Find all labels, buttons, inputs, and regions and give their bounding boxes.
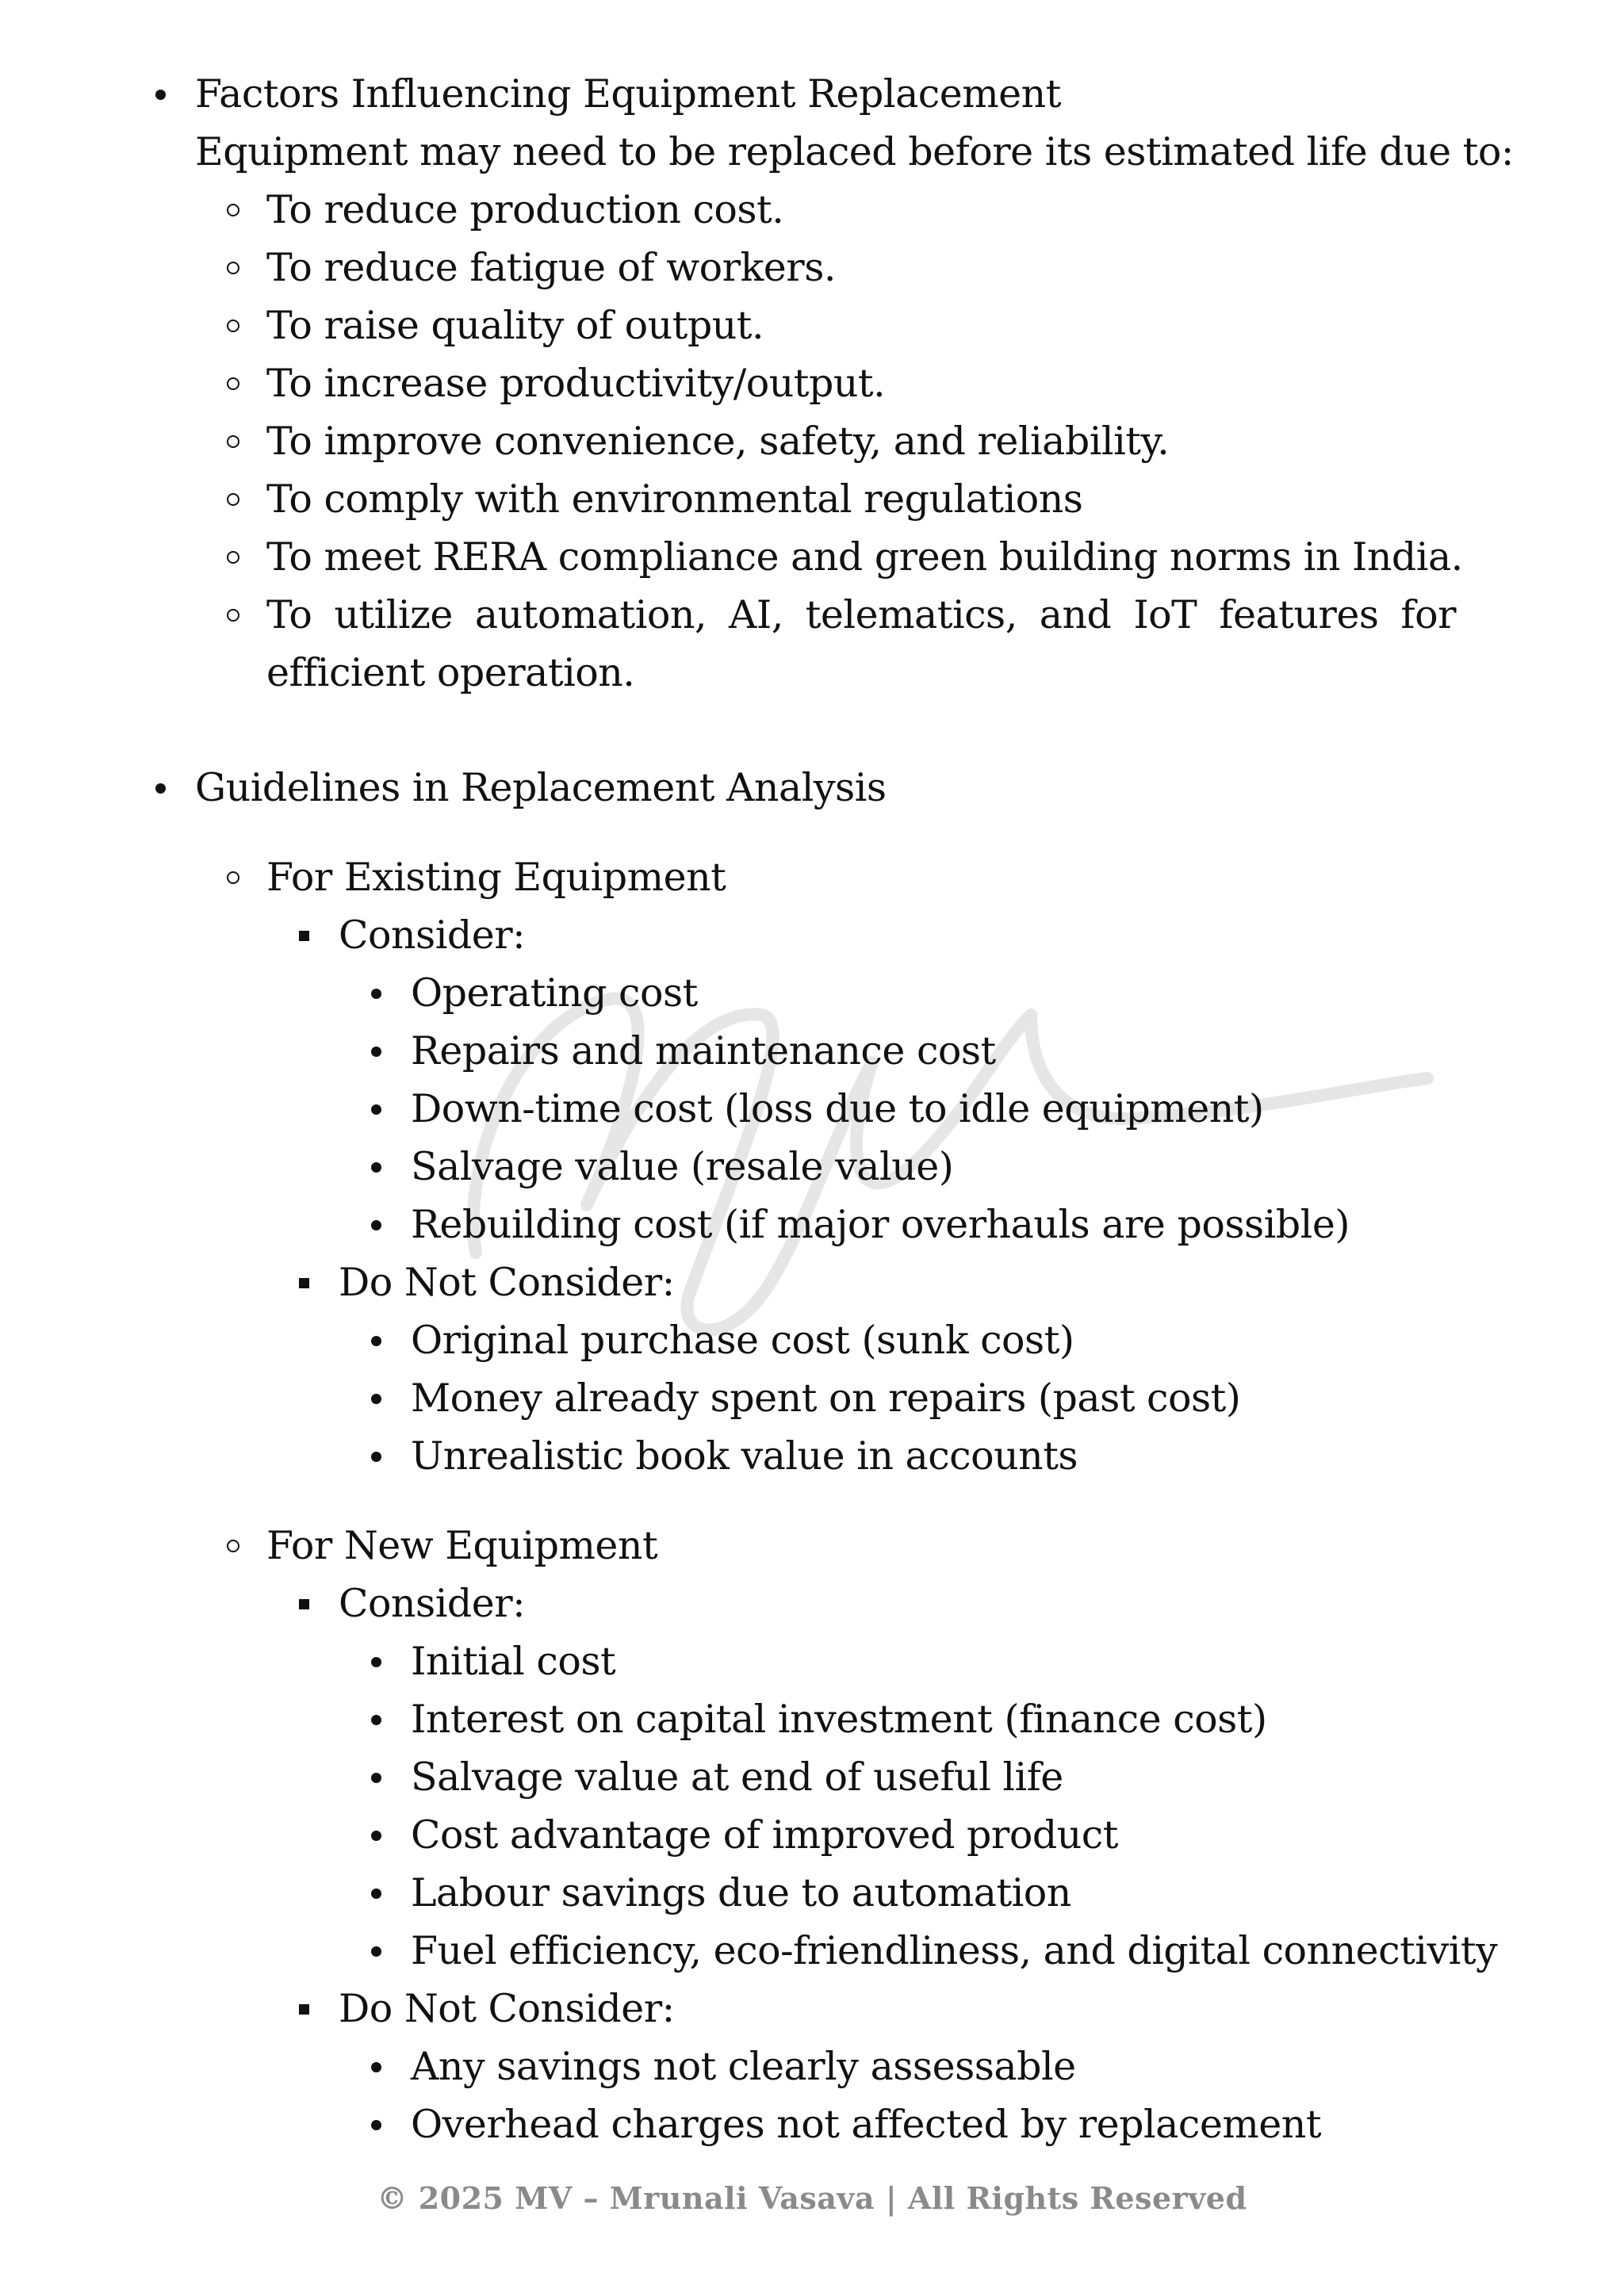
- bullet-disc: [371, 1657, 381, 1667]
- list-item: Overhead charges not affected by replacement: [0, 2095, 1624, 2153]
- bullet-disc: [371, 2062, 381, 2072]
- list-item: Unrealistic book value in accounts: [0, 1427, 1624, 1485]
- list-item: Fuel efficiency, eco-friendliness, and digital connectivity: [0, 1922, 1624, 1980]
- bullet-disc: [371, 1104, 381, 1115]
- bullet-circle: [227, 493, 239, 506]
- bullet-disc: [371, 1336, 381, 1346]
- content-body: [0, 65, 1624, 2153]
- list-item: Salvage value (resale value): [0, 1138, 1624, 1196]
- bullet-circle: [227, 320, 239, 332]
- list-item: To increase productivity/output.: [0, 354, 1624, 412]
- bullet-disc: [371, 1452, 381, 1462]
- not-consider-label: Do Not Consider:: [0, 1980, 1624, 2038]
- bullet-disc: [155, 783, 166, 794]
- bullet-disc: [371, 989, 381, 999]
- list-item: Rebuilding cost (if major overhauls are possible): [0, 1196, 1624, 1253]
- bullet-circle: [227, 551, 239, 564]
- bullet-disc: [371, 1220, 381, 1230]
- bullet-disc: [371, 1047, 381, 1057]
- list-item: Repairs and maintenance cost: [0, 1022, 1624, 1080]
- section-heading-factors: Factors Influencing Equipment Replacement: [0, 65, 1624, 123]
- bullet-circle: [227, 871, 239, 884]
- list-item: Interest on capital investment (finance cost): [0, 1690, 1624, 1748]
- bullet-disc: [371, 1773, 381, 1783]
- copyright-footer: © 2025 MV – Mrunali Vasava | All Rights Reserved: [377, 2180, 1247, 2216]
- list-item: Any savings not clearly assessable: [0, 2038, 1624, 2095]
- list-item: Operating cost: [0, 964, 1624, 1022]
- list-item: To meet RERA compliance and green building norms in India.: [0, 528, 1624, 586]
- bullet-disc: [371, 1888, 381, 1899]
- section-heading-guidelines: Guidelines in Replacement Analysis: [0, 759, 1624, 817]
- list-item: Initial cost: [0, 1632, 1624, 1690]
- consider-label: Consider:: [0, 1575, 1624, 1632]
- bullet-circle: [227, 204, 239, 216]
- list-item: To reduce fatigue of workers.: [0, 239, 1624, 297]
- bullet-circle: [227, 609, 239, 622]
- list-item: Salvage value at end of useful life: [0, 1748, 1624, 1806]
- list-item: To raise quality of output.: [0, 297, 1624, 354]
- list-item: To reduce production cost.: [0, 181, 1624, 239]
- bullet-circle: [227, 377, 239, 390]
- subsection-title-existing: For Existing Equipment: [0, 848, 1624, 906]
- bullet-disc: [371, 1715, 381, 1725]
- section-intro: Equipment may need to be replaced before its estimated life due to:: [195, 129, 1514, 174]
- bullet-square: [299, 931, 309, 941]
- bullet-disc: [371, 1946, 381, 1957]
- bullet-circle: [227, 1540, 239, 1552]
- bullet-disc: [155, 90, 166, 100]
- list-item: To comply with environmental regulations: [0, 470, 1624, 528]
- list-item: Labour savings due to automation: [0, 1864, 1624, 1922]
- bullet-disc: [371, 1162, 381, 1173]
- subsection-title-new: For New Equipment: [0, 1517, 1624, 1575]
- consider-label: Consider:: [0, 906, 1624, 964]
- bullet-square: [299, 1278, 309, 1288]
- bullet-circle: [227, 435, 239, 448]
- list-item: Down-time cost (loss due to idle equipment): [0, 1080, 1624, 1138]
- bullet-circle: [227, 262, 239, 274]
- list-item: Original purchase cost (sunk cost): [0, 1311, 1624, 1369]
- list-item: To improve convenience, safety, and reliability.: [0, 412, 1624, 470]
- bullet-disc: [371, 1394, 381, 1404]
- bullet-disc: [371, 1831, 381, 1841]
- bullet-square: [299, 1599, 309, 1609]
- bullet-disc: [371, 2120, 381, 2130]
- not-consider-label: Do Not Consider:: [0, 1253, 1624, 1311]
- list-item: Cost advantage of improved product: [0, 1806, 1624, 1864]
- list-item: To utilize automation, AI, telematics, and IoT features for efficient operation.: [0, 586, 1456, 702]
- bullet-square: [299, 2004, 309, 2015]
- list-item: Money already spent on repairs (past cost): [0, 1369, 1624, 1427]
